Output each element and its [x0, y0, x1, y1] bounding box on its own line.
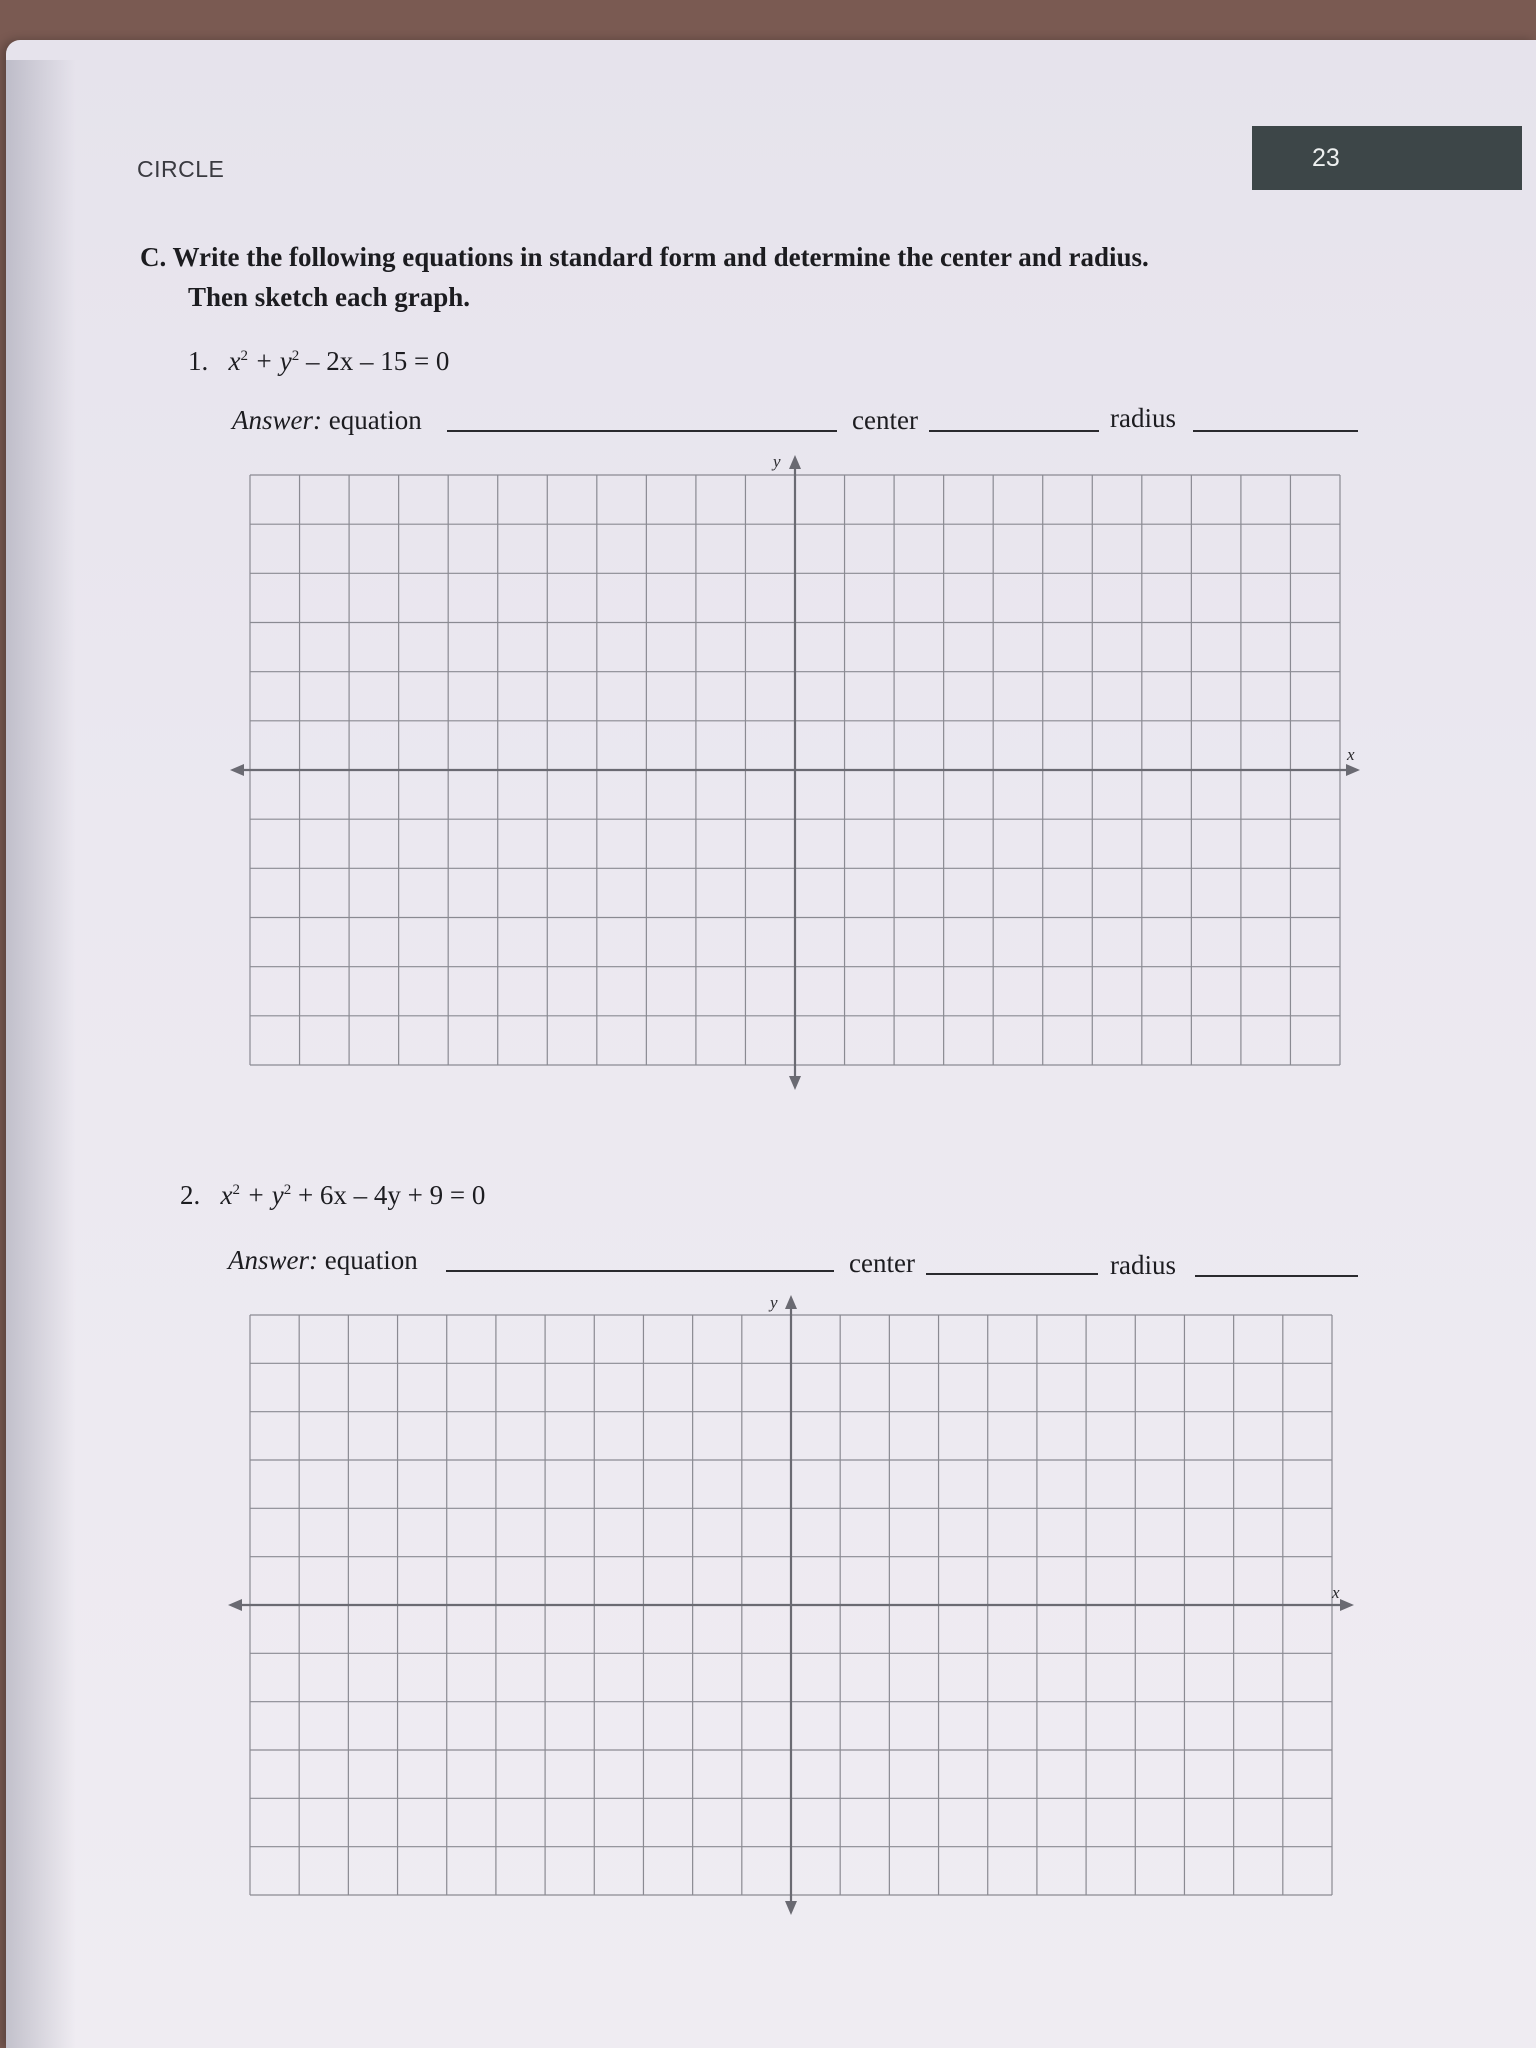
- problem-2: [180, 1180, 485, 1211]
- center-blank[interactable]: [929, 430, 1099, 432]
- x-axis-label: x: [1332, 1583, 1340, 1602]
- page-number: 23: [1312, 144, 1340, 172]
- problem-equation: $x^2 + y^2 + 6x - 4y + 9 = 0$: [220, 1180, 486, 1210]
- y-axis-arrow-up: [789, 455, 801, 469]
- page-shadow: [6, 60, 76, 2048]
- chapter-title: CIRCLE: [137, 156, 225, 182]
- equation-blank[interactable]: [446, 1270, 834, 1272]
- x-axis-arrow-left: [230, 764, 244, 776]
- section-heading-line2: Then sketch each graph.: [188, 282, 471, 312]
- equation-label: equation: [324, 1245, 418, 1275]
- center-label: center: [852, 405, 918, 435]
- coordinate-grid-1[interactable]: [230, 455, 1360, 1090]
- section-heading-line1: C. Write the following equations in standard form and determine the center and radius.: [140, 242, 1149, 272]
- problem-1: [188, 346, 449, 377]
- radius-label: radius: [1110, 1250, 1176, 1280]
- radius-blank[interactable]: [1195, 1275, 1358, 1277]
- page-number-tab: [1252, 126, 1522, 190]
- y-axis-arrow-down: [789, 1076, 801, 1090]
- x-axis-arrow-left: [228, 1599, 242, 1611]
- y-axis-label: y: [770, 1293, 778, 1312]
- y-axis-arrow-down: [785, 1901, 797, 1915]
- answer-row-1: [232, 405, 422, 436]
- problem-equation: $x^2 + y^2 - 2x - 15 = 0$: [228, 346, 450, 376]
- coordinate-grid-2[interactable]: [228, 1295, 1354, 1915]
- problem-number: 1.: [188, 346, 209, 376]
- center-label: center: [849, 1248, 915, 1278]
- x-axis-arrow-right: [1346, 764, 1360, 776]
- radius-label: radius: [1110, 403, 1176, 433]
- answer-row-2: [228, 1245, 418, 1276]
- equation-blank[interactable]: [447, 430, 837, 432]
- x-axis-arrow-right: [1340, 1599, 1354, 1611]
- answer-label: Answer:: [232, 405, 322, 435]
- y-axis-label: y: [773, 452, 781, 471]
- y-axis-arrow-up: [785, 1295, 797, 1309]
- radius-blank[interactable]: [1193, 430, 1358, 432]
- center-blank[interactable]: [926, 1273, 1098, 1275]
- equation-label: equation: [328, 405, 422, 435]
- x-axis-label: x: [1347, 745, 1355, 764]
- problem-number: 2.: [180, 1180, 201, 1210]
- answer-label: Answer:: [228, 1245, 318, 1275]
